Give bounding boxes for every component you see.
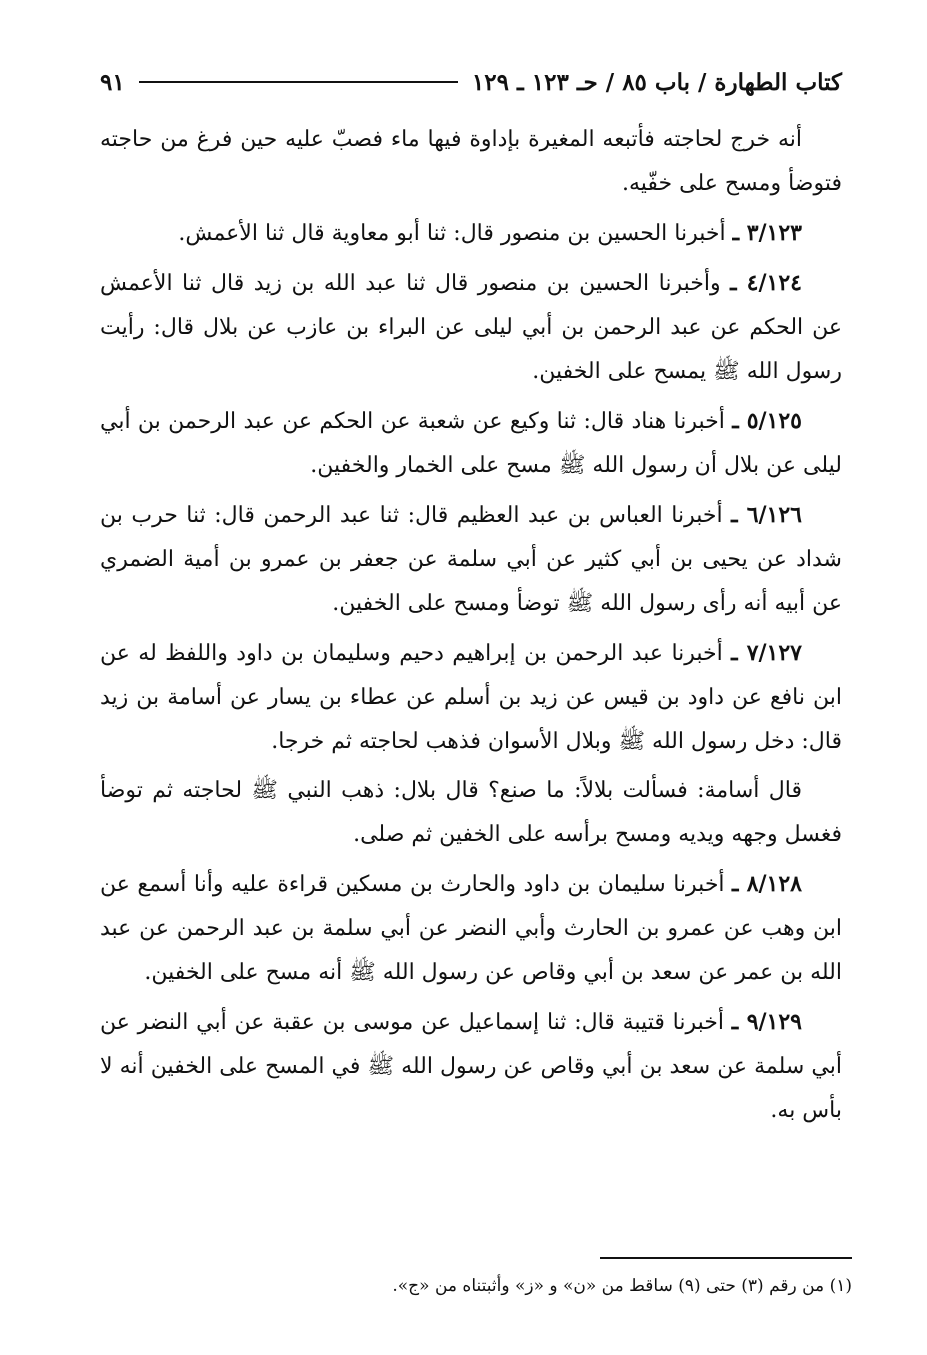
- hadith-125: [100, 399, 842, 488]
- footnote: (١) من رقم (٣) حتى (٩) ساقط من «ن» و «ز» وأثبتناه من «ج».: [392, 1276, 852, 1296]
- paragraph-text: قال أسامة: فسألت بلالاً: ما صنع؟ قال بلال: ذهب النبي ﷺ لحاجته ثم توضأ فغسل وجهه ويديه ومسح برأسه على الخفين ثم صلى.: [100, 778, 842, 847]
- hadith-number: ٤/١٢٤ ـ: [730, 270, 802, 296]
- hadith-number: ٨/١٢٨ ـ: [732, 871, 802, 897]
- hadith-129: [100, 1000, 842, 1133]
- page-body: [100, 118, 842, 1138]
- hadith-text: أخبرنا العباس بن عبد العظيم قال: ثنا عبد الرحمن قال: ثنا حرب بن شداد عن يحيى بن أبي كثير عن أبي سلمة عن جعفر بن عمرو بن أمية الضمري عن أبيه أنه رأى رسول الله ﷺ توضأ ومسح على الخفين.: [100, 503, 842, 616]
- footnote-rule: [600, 1257, 852, 1259]
- hadith-number: ٩/١٢٩ ـ: [731, 1009, 802, 1035]
- hadith-number: ٣/١٢٣ ـ: [732, 220, 802, 246]
- header-rule: [139, 81, 458, 83]
- hadith-text: أخبرنا قتيبة قال: ثنا إسماعيل عن موسى بن عقبة عن أبي النضر عن أبي سلمة عن سعد بن أبي وقاص عن رسول الله ﷺ في المسح على الخفين أنه لا بأس به.: [100, 1010, 842, 1123]
- running-header: [100, 62, 842, 102]
- hadith-text: أخبرنا عبد الرحمن بن إبراهيم دحيم وسليمان بن داود واللفظ له عن ابن نافع عن داود بن قيس عن زيد بن أسلم عن عطاء بن يسار عن أسامة بن زيد قال: دخل رسول الله ﷺ وبلال الأسوان فذهب لحاجته ثم خرجا.: [100, 641, 842, 754]
- page-number: ٩١: [100, 68, 125, 96]
- hadith-126: [100, 493, 842, 626]
- hadith-128: [100, 862, 842, 995]
- paragraph-usama: [100, 769, 842, 857]
- paragraph-text: أنه خرج لحاجته فأتبعه المغيرة بإداوة فيها ماء فصبّ عليه حين فرغ من حاجته فتوضأ ومسح على خفّيه.: [100, 127, 842, 196]
- hadith-124: [100, 261, 842, 394]
- hadith-number: ٥/١٢٥ ـ: [732, 408, 802, 434]
- hadith-text: وأخبرنا الحسين بن منصور قال ثنا عبد الله بن زيد قال ثنا الأعمش عن الحكم عن عبد الرحمن بن أبي ليلى عن البراء بن عازب عن بلال قال: رأيت رسول الله ﷺ يمسح على الخفين.: [100, 271, 842, 384]
- hadith-number: ٧/١٢٧ ـ: [731, 640, 802, 666]
- hadith-number: ٦/١٢٦ ـ: [731, 502, 802, 528]
- paragraph-continuation: [100, 118, 842, 206]
- hadith-127: [100, 631, 842, 764]
- hadith-123: [100, 211, 842, 256]
- header-title: كتاب الطهارة / باب ٨٥ / حـ ١٢٣ ـ ١٢٩: [471, 68, 842, 96]
- hadith-text: أخبرنا سليمان بن داود والحارث بن مسكين قراءة عليه وأنا أسمع عن ابن وهب عن عمرو بن الحارث وأبي النضر عن أبي سلمة بن عبد الرحمن عن عبد الله بن عمر عن سعد بن أبي وقاص عن رسول الله ﷺ أنه مسح على الخفين.: [100, 872, 842, 985]
- hadith-text: أخبرنا هناد قال: ثنا وكيع عن شعبة عن الحكم عن عبد الرحمن بن أبي ليلى عن بلال أن رسول الله ﷺ مسح على الخمار والخفين.: [100, 409, 842, 478]
- hadith-text: أخبرنا الحسين بن منصور قال: ثنا أبو معاوية قال ثنا الأعمش.: [178, 221, 733, 246]
